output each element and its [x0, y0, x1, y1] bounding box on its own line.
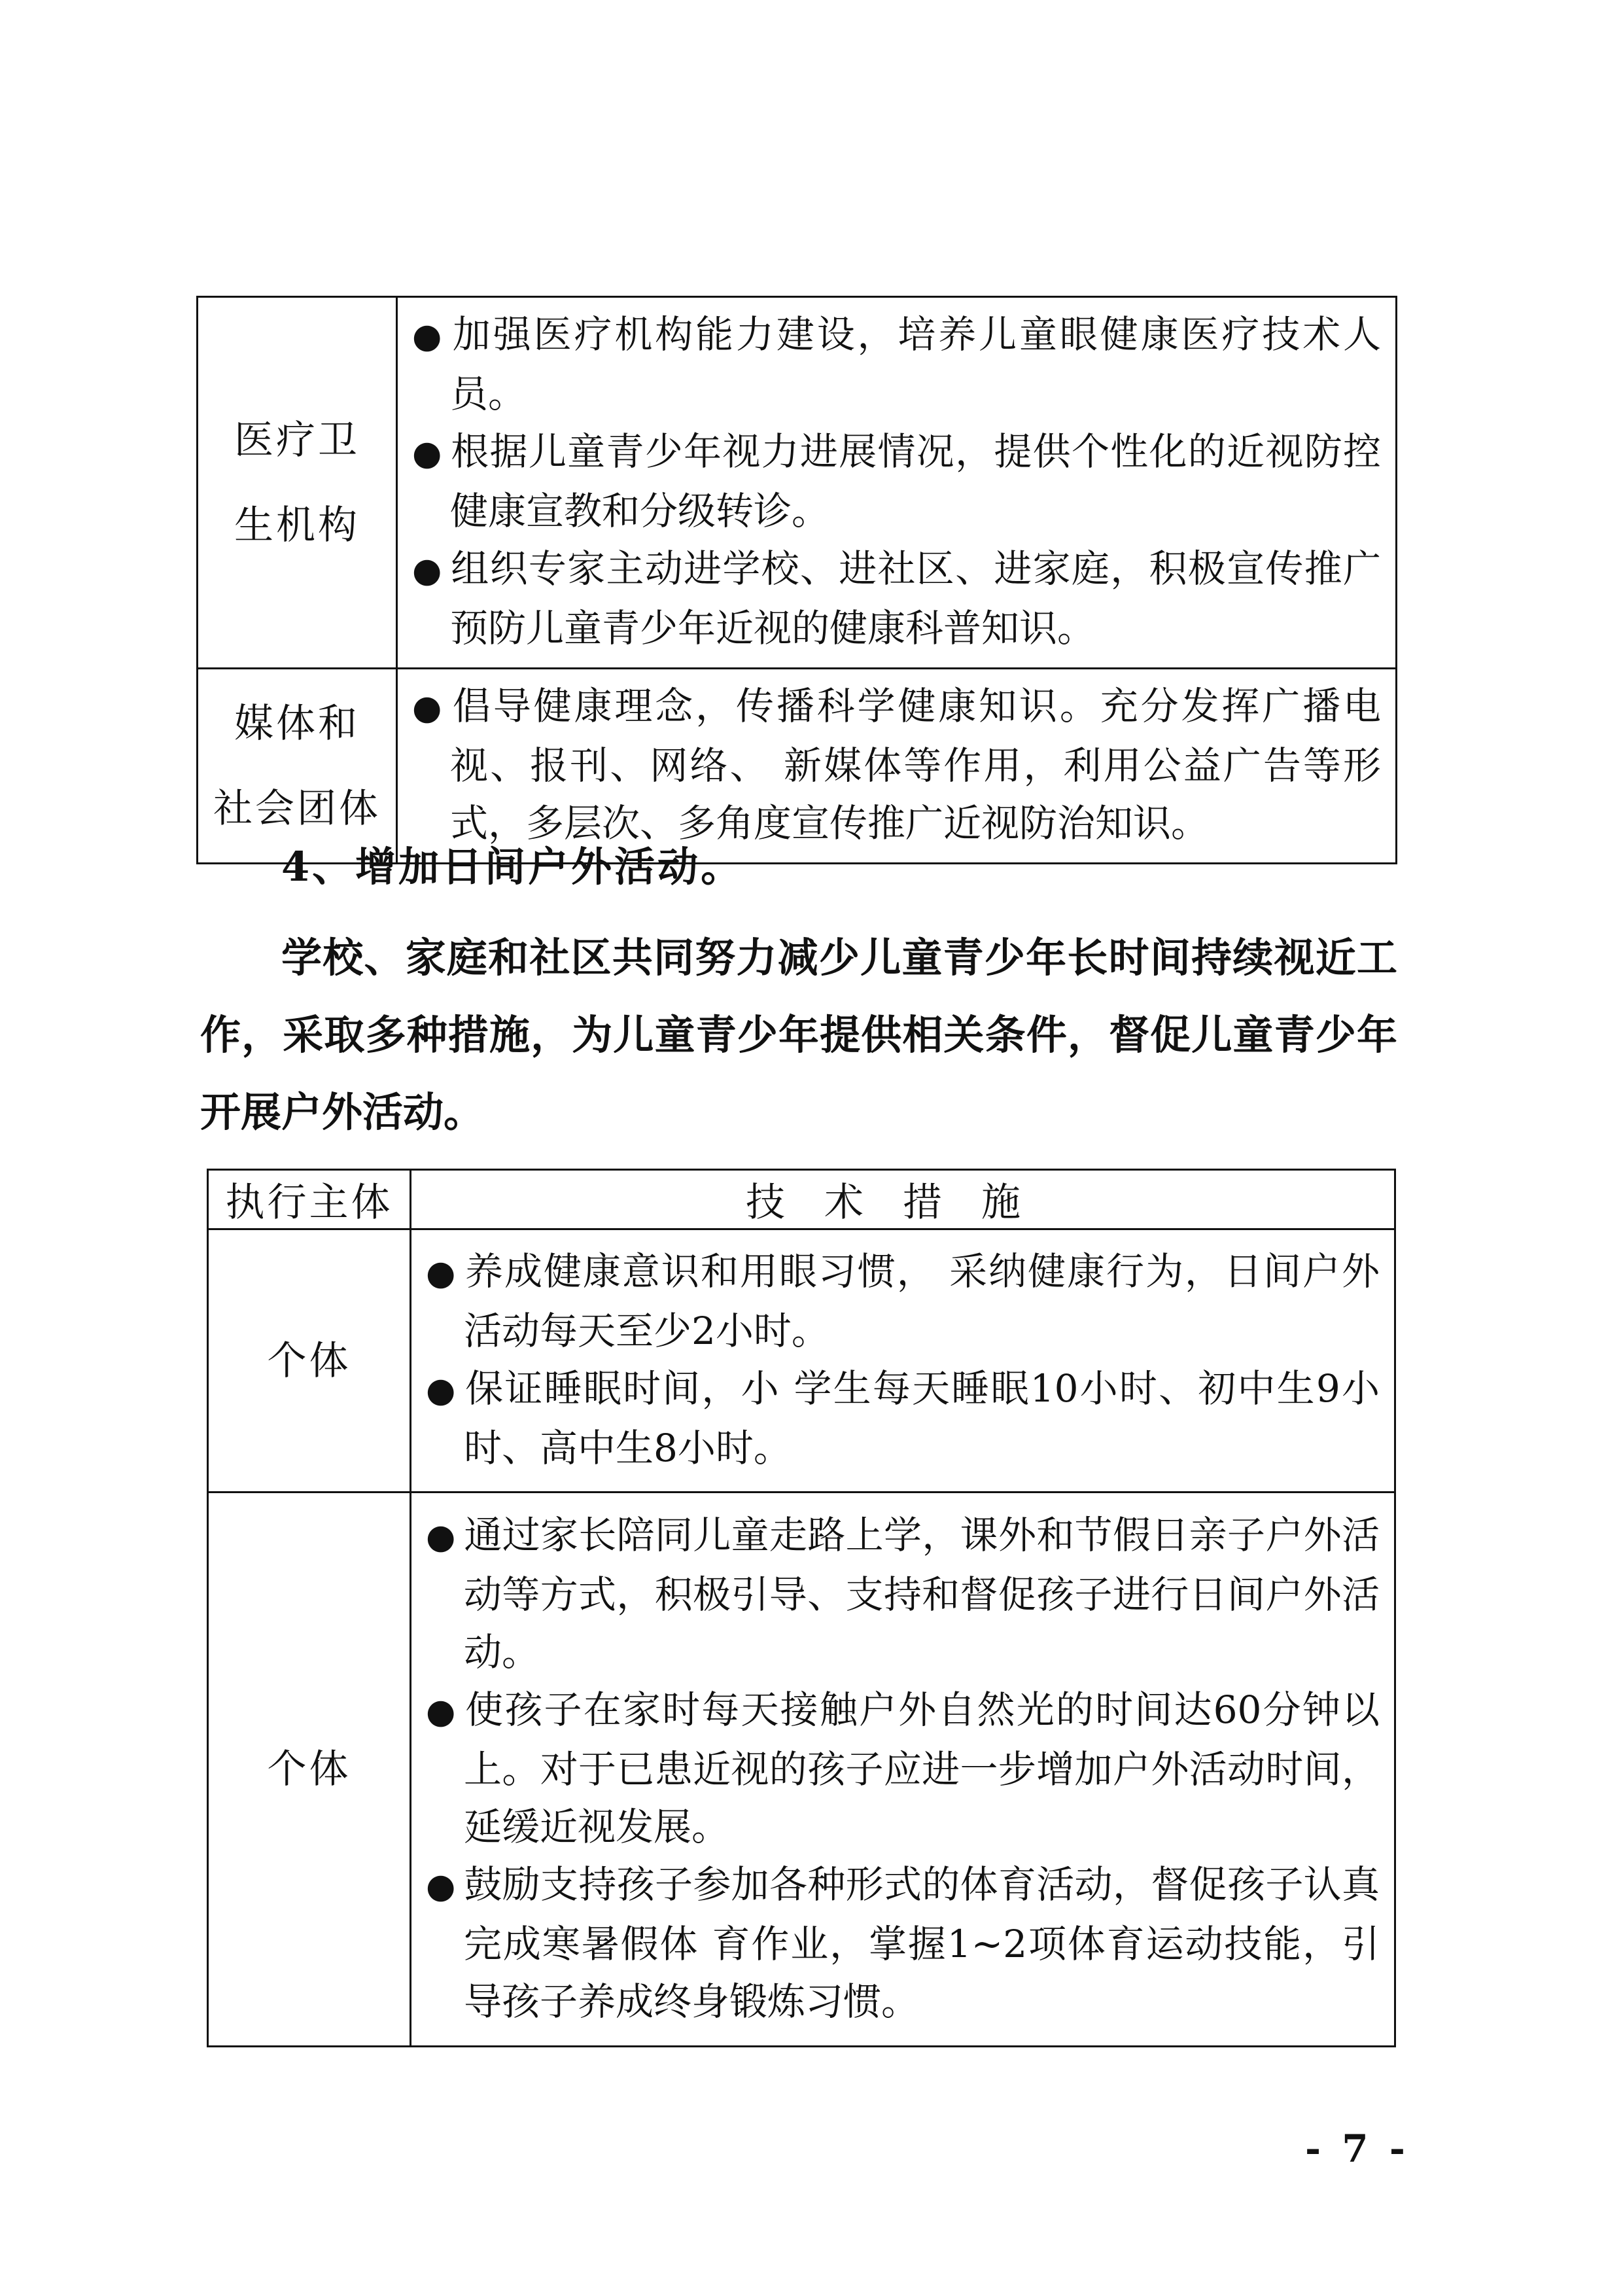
- bullet-icon: ●: [412, 317, 442, 356]
- table-header-row: [208, 1170, 1395, 1229]
- subject-cell: 个体: [208, 1492, 411, 2047]
- bullet-icon: ●: [412, 434, 442, 473]
- list-item: ● 使孩子在家时每天接触户外自然光的时间达60分钟以上。对于已患近视的孩子应进一步增加户外活动时间，延缓近视发展。: [426, 1681, 1380, 1856]
- section-heading: 4、增加日间户外活动。: [281, 843, 744, 891]
- table-row: [198, 297, 1397, 669]
- list-item: ● 保证睡眠时间，小 学生每天睡眠10小时、初中生9小时、高中生8小时。: [426, 1360, 1380, 1477]
- list-item: ● 加强医疗机构能力建设，培养儿童眼健康医疗技术人员。: [412, 306, 1381, 423]
- list-item: ● 鼓励支持孩子参加各种形式的体育活动，督促孩子认真完成寒暑假体 育作业，掌握1~2项体育运动技能，引导孩子养成终身锻炼习惯。: [426, 1856, 1380, 2030]
- subject-cell: [198, 297, 397, 669]
- subject-line: 医疗卫: [234, 417, 360, 463]
- list-item: ● 根据儿童青少年视力进展情况，提供个性化的近视防控健康宣教和分级转诊。: [412, 423, 1381, 540]
- bullet-icon: ●: [426, 1691, 456, 1731]
- table-2: [207, 1169, 1396, 2047]
- measures-cell: [397, 297, 1397, 669]
- list-item: ● 养成健康意识和用眼习惯， 采纳健康行为，日间户外活动每天至少2小时。: [426, 1243, 1380, 1360]
- bullet-icon: ●: [412, 688, 442, 728]
- subject-cell: 个体: [208, 1229, 411, 1492]
- column-header: 技术措施: [411, 1170, 1395, 1229]
- list-item: ● 倡导健康理念，传播科学健康知识。充分发挥广播电视、报刊、网络、 新媒体等作用，利用公益广告等形式，多层次、多角度宣传推广近视防治知识。: [412, 677, 1381, 852]
- list-item: ● 通过家长陪同儿童走路上学，课外和节假日亲子户外活动等方式，积极引导、支持和督促孩子进行日间户外活动。: [426, 1506, 1380, 1681]
- table-1: [196, 296, 1397, 864]
- bullet-icon: ●: [426, 1253, 456, 1293]
- table-row: [208, 1229, 1395, 1492]
- measures-cell: [411, 1492, 1395, 2047]
- page-number: - 7 -: [1305, 2127, 1409, 2171]
- column-header: 执行主体: [208, 1170, 411, 1229]
- subject-line: 生机构: [234, 502, 360, 548]
- subject-line: 媒体和: [234, 700, 360, 747]
- measures-cell: [411, 1229, 1395, 1492]
- bullet-icon: ●: [426, 1370, 456, 1410]
- bullet-icon: ●: [426, 1517, 456, 1557]
- table-row: [208, 1492, 1395, 2047]
- bullet-icon: ●: [412, 551, 442, 590]
- section-paragraph: 学校、家庭和社区共同努力减少儿童青少年长时间持续视近工作，采取多种措施，为儿童青少年提供相关条件，督促儿童青少年开展户外活动。: [200, 934, 1397, 1136]
- list-item: ● 组织专家主动进学校、进社区、进家庭，积极宣传推广预防儿童青少年近视的健康科普知识。: [412, 540, 1381, 657]
- bullet-icon: ●: [426, 1866, 456, 1906]
- subject-line: 社会团体: [213, 785, 381, 832]
